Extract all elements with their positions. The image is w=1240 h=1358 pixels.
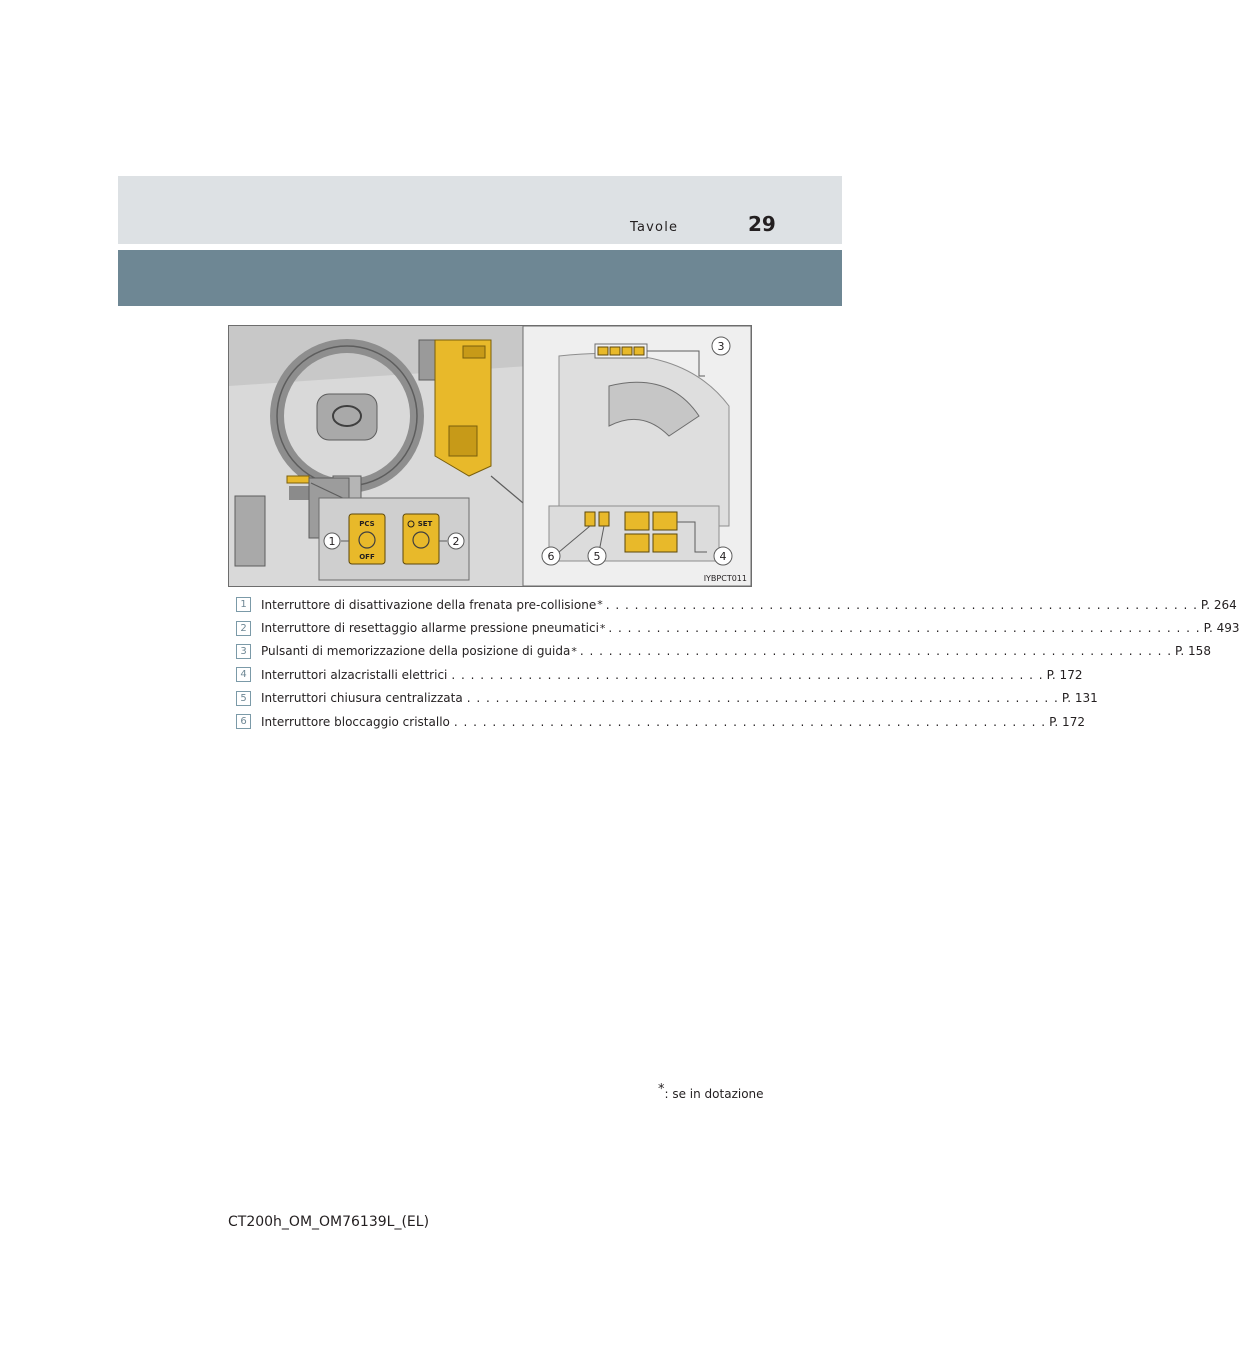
legend-item (236, 593, 1237, 616)
legend-text: Interruttori chiusura centralizzata (261, 691, 463, 706)
callout-6: 6 (547, 550, 555, 563)
callout-5: 5 (593, 550, 601, 563)
document-id: CT200h_OM_OM76139L_(EL) (228, 1214, 430, 1230)
callout-3: 3 (717, 340, 725, 353)
section-bar (118, 250, 842, 306)
legend-text: Interruttore di disattivazione della frenata pre-collisione (261, 597, 597, 612)
legend-item (236, 640, 1211, 663)
window-switch (625, 534, 649, 552)
window-switch (653, 534, 677, 552)
switch-inset (319, 498, 469, 580)
leader-dots: . . . . . . . . . . . . . . . . . . . . . . . . . . . . . . . . . . . . . . . . . . . . . . . . . . . . . . . . . . . . . . (453, 714, 1047, 729)
off-label: OFF (359, 553, 375, 561)
legend-item (236, 710, 1085, 733)
legend-number-badge: 2 (236, 621, 251, 636)
leader-dots: . . . . . . . . . . . . . . . . . . . . . . . . . . . . . . . . . . . . . . . . . . . . . . . . . . . . . . . . . . . . . . (579, 644, 1173, 659)
legend-asterisk: * (571, 644, 577, 658)
cockpit-illustration (228, 325, 752, 587)
leader-dots: . . . . . . . . . . . . . . . . . . . . . . . . . . . . . . . . . . . . . . . . . . . . . . . . . . . . . . . . . . . . . . (605, 597, 1198, 612)
page-reference: P. 264 (1200, 597, 1237, 612)
window-switch (625, 512, 649, 530)
legend-text: Pulsanti di memorizzazione della posizione di guida (261, 644, 571, 659)
legend-text: Interruttore bloccaggio cristallo (261, 714, 450, 729)
legend-text: Interruttore di resettaggio allarme pressione pneumatici (261, 621, 599, 636)
legend-number-badge: 1 (236, 597, 251, 612)
footnote-text: : se in dotazione (664, 1087, 764, 1101)
pcs-label: PCS (359, 520, 375, 528)
legend-item (236, 687, 1098, 710)
legend-text: Interruttori alzacristalli elettrici (261, 667, 448, 682)
figure-code: IYBPCT011 (703, 574, 747, 583)
legend-asterisk: * (597, 598, 603, 612)
pcs-highlight-marker (287, 476, 309, 483)
header-band (118, 176, 842, 244)
leader-dots: . . . . . . . . . . . . . . . . . . . . . . . . . . . . . . . . . . . . . . . . . . . . . . . . . . . . . . . . . . . . . . (466, 691, 1059, 706)
legend-number-badge: 6 (236, 714, 251, 729)
page-reference: P. 493 (1203, 621, 1240, 636)
legend-item (236, 616, 1240, 639)
window-switch-cluster (449, 426, 477, 456)
callout-1: 1 (328, 535, 336, 548)
legend-list (236, 593, 1240, 733)
page-reference: P. 158 (1175, 644, 1211, 659)
memory-button (622, 347, 632, 355)
set-label: SET (417, 520, 433, 528)
steering-hub (317, 394, 377, 440)
window-switch (653, 512, 677, 530)
page-reference: P. 172 (1046, 667, 1083, 682)
leader-dots: . . . . . . . . . . . . . . . . . . . . . . . . . . . . . . . . . . . . . . . . . . . . . . . . . . . . . . . . . . . . . . (451, 667, 1044, 682)
legend-number-badge: 5 (236, 691, 251, 706)
door-lock-switch (599, 512, 609, 526)
memory-button (610, 347, 620, 355)
callout-2: 2 (452, 535, 460, 548)
legend-number-badge: 3 (236, 644, 251, 659)
legend-asterisk: * (599, 621, 606, 635)
memory-button (634, 347, 644, 355)
window-lock-switch (585, 512, 595, 526)
cockpit-drawing (229, 326, 751, 586)
page-reference: P. 172 (1049, 714, 1085, 729)
memory-button-cluster (463, 346, 485, 358)
legend-number-badge: 4 (236, 667, 251, 682)
memory-button (598, 347, 608, 355)
leader-dots: . . . . . . . . . . . . . . . . . . . . . . . . . . . . . . . . . . . . . . . . . . . . . . . . . . . . . . . . . . . . . . (608, 621, 1201, 636)
page-number: 29 (748, 212, 776, 236)
pcs-off-button-icon (359, 532, 375, 548)
footnote (658, 1082, 764, 1101)
footrest (235, 496, 265, 566)
section-title: Tavole (630, 220, 679, 235)
set-button-icon (413, 532, 429, 548)
footnote-star: * (658, 1082, 665, 1097)
page-reference: P. 131 (1061, 691, 1098, 706)
callout-4: 4 (719, 550, 727, 563)
legend-item (236, 663, 1083, 686)
header-divider (118, 244, 842, 249)
